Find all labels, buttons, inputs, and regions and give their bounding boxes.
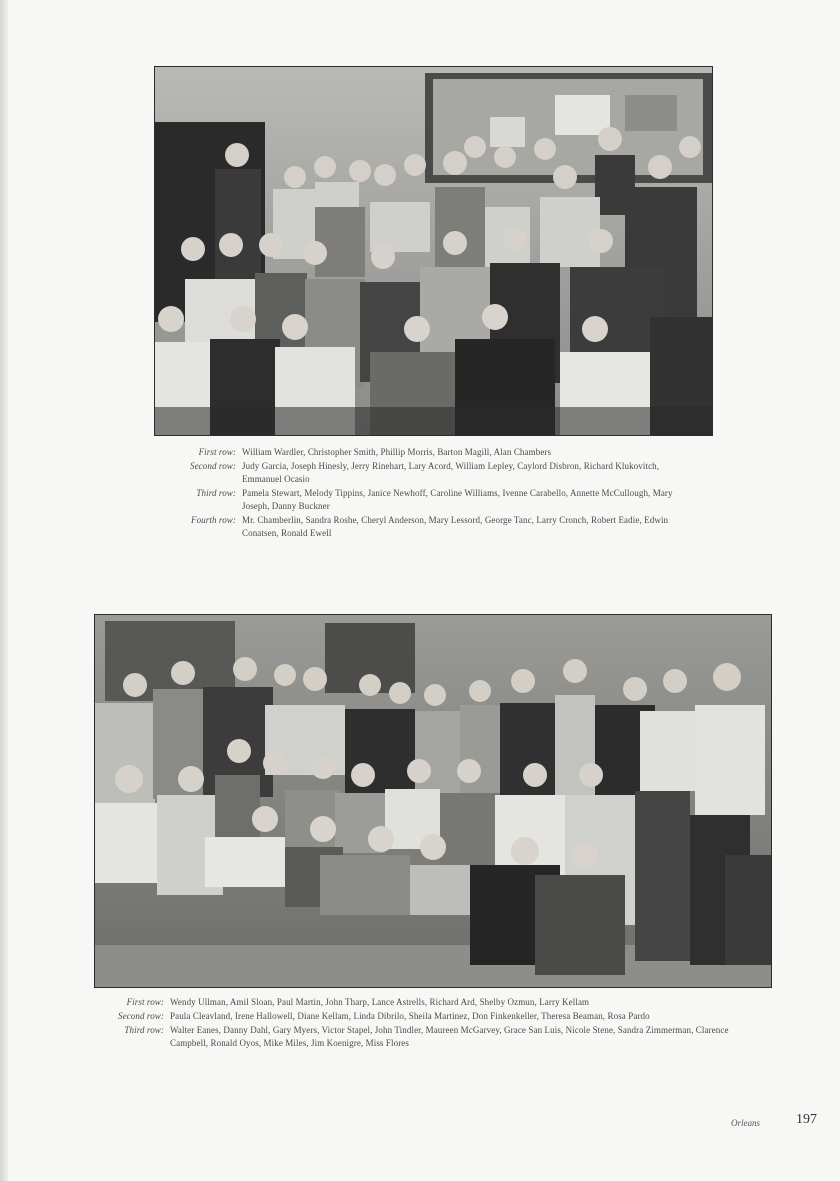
- caption-bottom-row-3: [116, 1024, 766, 1050]
- caption-top: [184, 446, 684, 541]
- row-names: Wendy Ullman, Amil Sloan, Paul Martin, John Tharp, Lance Astrells, Richard Ard, Shelby Ozmun, Larry Kellam: [170, 997, 590, 1007]
- caption-bottom: [116, 996, 766, 1051]
- row-names: Paula Cleavland, Irene Hallowell, Diane Kellam, Linda Dibrilo, Sheila Martinez, Don Finkenkeller, Theresa Beaman, Rosa Pardo: [170, 1011, 650, 1021]
- row-label: Second row:: [189, 461, 236, 471]
- row-label: Fourth row:: [190, 515, 236, 525]
- class-photo-top: [154, 66, 713, 436]
- row-label: Third row:: [124, 1025, 164, 1035]
- caption-top-row-2: [184, 460, 684, 486]
- row-label: Third row:: [196, 488, 236, 498]
- caption-top-row-1: [184, 446, 684, 459]
- row-names: Judy Garcia, Joseph Hinesly, Jerry Rinehart, Lary Acord, William Lepley, Caylord Disbron, Richard Klukovitch, Emmanuel Ocasio: [242, 461, 660, 484]
- page-number: 197: [796, 1112, 817, 1127]
- footer-section-name: Orleans: [731, 1118, 760, 1128]
- class-photo-bottom-image: [95, 615, 771, 987]
- row-label: Second row:: [117, 1011, 164, 1021]
- caption-top-row-3: [184, 487, 684, 513]
- class-photo-bottom: [94, 614, 772, 988]
- row-names: William Wardler, Christopher Smith, Phillip Morris, Barton Magill, Alan Chambers: [242, 447, 552, 457]
- class-photo-top-image: [155, 67, 712, 435]
- caption-bottom-row-1: [116, 996, 766, 1009]
- row-names: Walter Eanes, Danny Dahl, Gary Myers, Victor Stapel, John Tindler, Maureen McGarvey, Grace San Luis, Nicole Stene, Sandra Zimmerman, Clarence Campbell, Ronald Oyos, Mike Miles, Jim Koenigre, Miss Flores: [170, 1025, 729, 1048]
- caption-top-row-4: [184, 514, 684, 540]
- row-names: Pamela Stewart, Melody Tippins, Janice Newhoff, Caroline Williams, Ivenne Carabello, Annette McCullough, Mary Joseph, Danny Buckner: [242, 488, 673, 511]
- row-label: First row:: [198, 447, 236, 457]
- row-names: Mr. Chamberlin, Sandra Roshe, Cheryl Anderson, Mary Lessord, George Tanc, Larry Cronch, Robert Eadie, Edwin Conatsen, Ronald Ewell: [242, 515, 669, 538]
- caption-bottom-row-2: [116, 1010, 766, 1023]
- row-label: First row:: [126, 997, 164, 1007]
- page-binding-edge: [0, 0, 8, 1181]
